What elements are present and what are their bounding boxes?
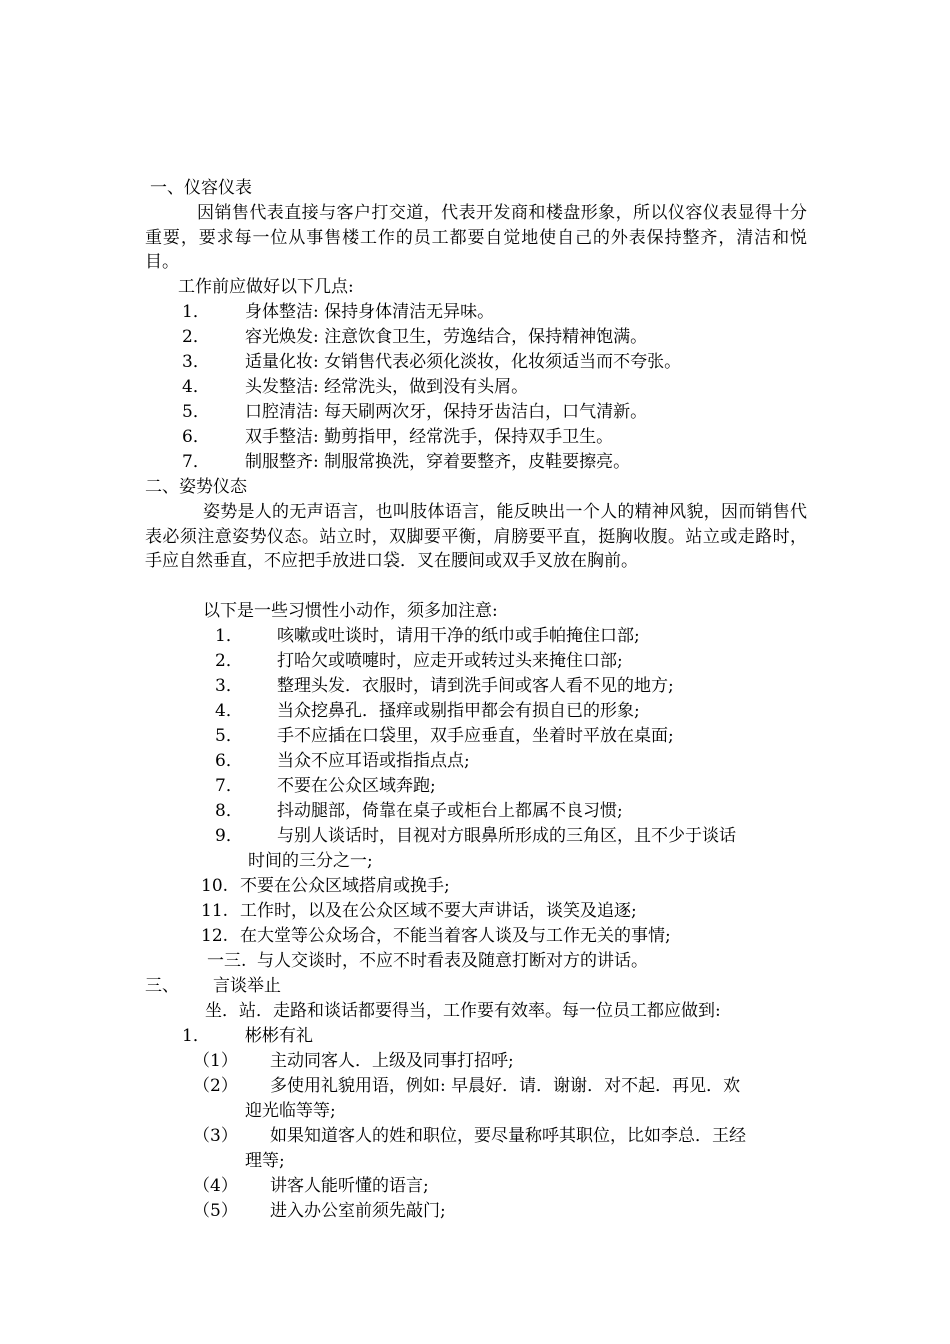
item-text: 讲客人能听懂的语言; <box>270 1176 429 1196</box>
item-text: 抖动腿部，倚靠在桌子或柜台上都属不良习惯; <box>277 801 623 821</box>
item-number: （2） <box>193 1076 238 1096</box>
item-text: 进入办公室前须先敲门; <box>270 1201 446 1221</box>
item-text: 口腔清洁: 每天刷两次牙，保持牙齿洁白，口气清新。 <box>245 402 648 422</box>
section-2-lead: 以下是一些习惯性小动作，须多加注意: <box>203 601 498 621</box>
list-item <box>182 300 210 325</box>
subsection-number: 1． <box>182 1026 210 1046</box>
item-number: 3． <box>182 352 210 372</box>
list-item <box>182 350 210 375</box>
section-2-intro: 姿势是人的无声语言，也叫肢体语言，能反映出一个人的精神风貌，因而销售代表必须注意姿势仪态。站立时，双脚要平衡，肩膀要平直，挺胸收腹。站立或走路时，手应自然垂直，不应把手放进口袋．叉在腰间或双手叉放在胸前。 <box>145 502 807 571</box>
item-text: 多使用礼貌用语，例如: 早晨好．请．谢谢．对不起．再见．欢 <box>270 1076 741 1096</box>
item-number: 1． <box>182 302 210 322</box>
item-number: 4． <box>215 701 243 721</box>
item-text: 适量化妆: 女销售代表必须化淡妆，化妆须适当而不夸张。 <box>245 352 682 372</box>
item-number: 11. <box>201 901 229 921</box>
item-text-continued: 理等; <box>245 1151 285 1171</box>
item-text: 在大堂等公众场合，不能当着客人谈及与工作无关的事情; <box>240 926 671 946</box>
item-number: 6． <box>215 751 243 771</box>
item-text: 当众挖鼻孔．搔痒或剔指甲都会有损自已的形象; <box>277 701 640 721</box>
item-number: （5） <box>193 1201 238 1221</box>
item-number: 7． <box>182 452 210 472</box>
section-heading-2: 二、姿势仪态 <box>145 477 247 497</box>
list-item <box>182 450 210 475</box>
item-number: （4） <box>193 1176 238 1196</box>
item-number: 5． <box>182 402 210 422</box>
item-text: 如果知道客人的姓和职位，要尽量称呼其职位，比如李总．王经 <box>270 1126 746 1146</box>
item-text: 整理头发．衣服时，请到洗手间或客人看不见的地方; <box>277 676 674 696</box>
item-text: 与别人谈话时，目视对方眼鼻所形成的三角区，且不少于谈话 <box>277 826 736 846</box>
list-item <box>182 375 210 400</box>
item-text: 头发整洁: 经常洗头，做到没有头屑。 <box>245 377 529 397</box>
item-number: 2． <box>182 327 210 347</box>
item-text: 工作时，以及在公众区域不要大声讲话，谈笑及追逐; <box>240 901 637 921</box>
section-heading-3: 言谈举止 <box>213 976 281 996</box>
list-item <box>182 400 210 425</box>
item-text: 身体整洁: 保持身体清洁无异味。 <box>245 302 495 322</box>
item-text: 不要在公众区域搭肩或挽手; <box>240 876 450 896</box>
section-3-intro: 坐．站．走路和谈话都要得当，工作要有效率。每一位员工都应做到: <box>205 1001 721 1021</box>
item-text-continued: 迎光临等等; <box>245 1101 336 1121</box>
item-number: 5． <box>215 726 243 746</box>
item-number: 10. <box>201 876 229 896</box>
item-number: 2． <box>215 651 243 671</box>
item-number: 8． <box>215 801 243 821</box>
item-text: 打哈欠或喷嚏时，应走开或转过头来掩住口部; <box>277 651 623 671</box>
item-text: 不要在公众区域奔跑; <box>277 776 436 796</box>
item-number: （3） <box>193 1126 238 1146</box>
item-number: 9． <box>215 826 243 846</box>
list-item <box>182 425 210 450</box>
section-heading-1: 一、仪容仪表 <box>150 178 252 198</box>
item-number: 6． <box>182 427 210 447</box>
item-text: 手不应插在口袋里，双手应垂直，坐着时平放在桌面; <box>277 726 674 746</box>
subsection-title: 彬彬有礼 <box>245 1026 313 1046</box>
item-number: （1） <box>193 1051 238 1071</box>
item-text: 与人交谈时，不应不时看表及随意打断对方的讲话。 <box>257 951 648 971</box>
item-text: 容光焕发: 注意饮食卫生，劳逸结合，保持精神饱满。 <box>245 327 648 347</box>
section-1-intro: 因销售代表直接与客户打交道，代表开发商和楼盘形象，所以仪容仪表显得十分重要，要求每一位从事售楼工作的员工都要自觉地使自己的外表保持整齐，清洁和悦目。 <box>145 203 807 272</box>
item-number: 3． <box>215 676 243 696</box>
item-number: 一三. <box>207 951 247 971</box>
item-number: 1． <box>215 626 243 646</box>
section-1-lead: 工作前应做好以下几点: <box>178 277 354 297</box>
item-text: 双手整洁: 勤剪指甲，经常洗手，保持双手卫生。 <box>245 427 614 447</box>
item-number: 4． <box>182 377 210 397</box>
item-text: 主动同客人．上级及同事打招呼; <box>270 1051 514 1071</box>
item-text-continued: 时间的三分之一; <box>248 851 373 871</box>
item-text: 当众不应耳语或指指点点; <box>277 751 470 771</box>
item-number: 7． <box>215 776 243 796</box>
list-item <box>182 325 210 350</box>
section-heading-3-number: 三、 <box>145 976 179 996</box>
item-text: 制服整齐: 制服常换洗，穿着要整齐，皮鞋要擦亮。 <box>245 452 631 472</box>
item-number: 12. <box>201 926 229 946</box>
item-text: 咳嗽或吐谈时，请用干净的纸巾或手帕掩住口部; <box>277 626 640 646</box>
